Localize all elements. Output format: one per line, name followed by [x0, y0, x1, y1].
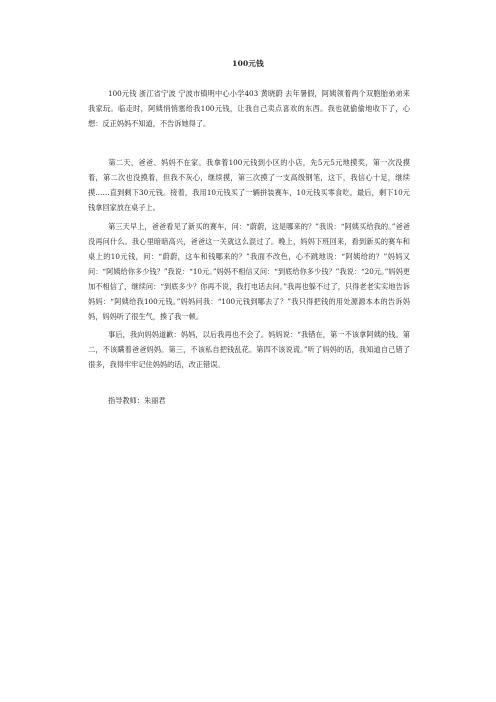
- paragraph-text: 第二天，爸爸、妈妈不在家。我拿着100元钱到小区的小店，先5元5元地摸奖，第一次没摸着，第二次也没摸着，但我不灰心，继续摸，第三次摸了一支高级钢笔，这下，我信心十足，继续摸……直到剩下30元钱。接着，我用10元钱买了一辆拼装赛车，10元钱买零食吃。最后，剩下10元钱拿回家放在桌子上。: [88, 158, 410, 212]
- teacher-text: 指导教师：朱丽君: [108, 396, 166, 405]
- paragraph-4: [88, 327, 410, 372]
- paragraph-2: [88, 155, 410, 215]
- document-title: 100元钱: [232, 59, 264, 68]
- paragraph-text: 事后，我向妈妈道歉：妈妈，以后我再也不会了。妈妈说：“我错在，第一不该拿阿姨的钱。第二，不该瞒着爸爸妈妈。第三，不该私自把钱乱花。第四不该说谎。”听了妈妈的话，我知道自己错了很多，我得牢牢记住妈妈的话，改正错误。: [88, 330, 410, 369]
- paragraph-text: 第三天早上，爸爸看见了新买的赛车，问：“蔚蔚，这是哪来的？”我说：“阿姨买给我的。”爸爸没再问什么。我心里暗暗高兴，爸爸这一关就这么混过了。晚上，妈妈下班回来，看到新买的赛车和桌上的10元钱，问：“蔚蔚，这车和钱哪来的？”我面不改色，心不跳地说：“阿姨给的？”妈妈又问：“阿姨给你多少钱？”我说：“10元。”妈妈不相信又问：“到底给你多少钱？”我说：“20元。”妈妈更加不相信了，继续问：“到底多少？你再不说，我打电话去问。”我再也躲不过了，只得老老实实地告诉妈妈：“阿姨给我100元钱。”妈妈问我：“100元钱到哪去了？”我只得把钱的用处源源本本的告诉妈妈，妈妈听了很生气，揍了我一顿。: [88, 222, 410, 321]
- teacher-signature: [88, 393, 410, 408]
- paragraph-text: 100元钱 浙江省宁波 宁波市镇明中心小学403 黄晓蔚 去年暑假，阿姨领着两个双胞胎弟弟来我家玩。临走时，阿姨悄悄塞给我100元钱，让我自己卖点喜欢的东西。我也就偷偷地收下了，心想：反正妈妈不知道，不告诉她得了。: [88, 89, 410, 128]
- paragraph-1: [88, 86, 410, 131]
- paragraph-3: [88, 219, 410, 324]
